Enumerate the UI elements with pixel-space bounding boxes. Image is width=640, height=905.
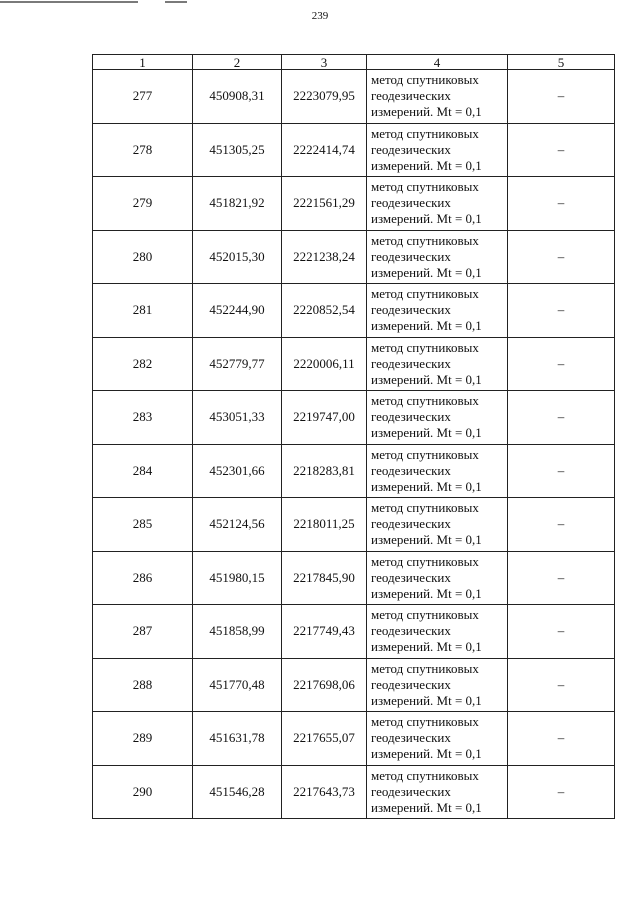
y-coordinate-cell: 2218011,25 bbox=[282, 498, 367, 552]
method-line: геодезических bbox=[371, 248, 451, 264]
x-coordinate-cell: 452015,30 bbox=[193, 230, 282, 284]
point-number-cell: 290 bbox=[93, 765, 193, 819]
method-line: измерений. Mt = 0,1 bbox=[371, 157, 482, 173]
method-cell bbox=[367, 605, 508, 659]
column-5-cell: – bbox=[508, 337, 615, 391]
method-cell bbox=[367, 391, 508, 445]
method-line: геодезических bbox=[371, 676, 451, 692]
method-line: метод спутниковых bbox=[371, 286, 479, 302]
column-5-cell: – bbox=[508, 177, 615, 231]
method-cell bbox=[367, 284, 508, 338]
table-row bbox=[93, 230, 615, 284]
method-line: измерений. Mt = 0,1 bbox=[371, 639, 482, 655]
table-row bbox=[93, 123, 615, 177]
method-line: метод спутниковых bbox=[371, 714, 479, 730]
table-row bbox=[93, 284, 615, 338]
method-line: геодезических bbox=[371, 516, 451, 532]
header-rule-right bbox=[165, 1, 187, 3]
header-rule-left bbox=[0, 1, 138, 3]
method-line: измерений. Mt = 0,1 bbox=[371, 799, 482, 815]
method-line: метод спутниковых bbox=[371, 179, 479, 195]
method-line: метод спутниковых bbox=[371, 553, 479, 569]
method-line: измерений. Mt = 0,1 bbox=[371, 425, 482, 441]
method-line: измерений. Mt = 0,1 bbox=[371, 318, 482, 334]
column-5-cell: – bbox=[508, 765, 615, 819]
table-row bbox=[93, 337, 615, 391]
method-line: измерений. Mt = 0,1 bbox=[371, 371, 482, 387]
method-line: измерений. Mt = 0,1 bbox=[371, 532, 482, 548]
method-line: геодезических bbox=[371, 302, 451, 318]
method-cell bbox=[367, 177, 508, 231]
column-5-cell: – bbox=[508, 498, 615, 552]
point-number-cell: 280 bbox=[93, 230, 193, 284]
point-number-cell: 289 bbox=[93, 712, 193, 766]
page-number: 239 bbox=[311, 10, 329, 22]
method-cell bbox=[367, 712, 508, 766]
method-cell bbox=[367, 70, 508, 124]
method-cell bbox=[367, 230, 508, 284]
y-coordinate-cell: 2217845,90 bbox=[282, 551, 367, 605]
point-number-cell: 288 bbox=[93, 658, 193, 712]
x-coordinate-cell: 451546,28 bbox=[193, 765, 282, 819]
x-coordinate-cell: 450908,31 bbox=[193, 70, 282, 124]
point-number-cell: 286 bbox=[93, 551, 193, 605]
method-line: измерений. Mt = 0,1 bbox=[371, 264, 482, 280]
method-line: измерений. Mt = 0,1 bbox=[371, 104, 482, 120]
method-cell bbox=[367, 123, 508, 177]
method-line: метод спутниковых bbox=[371, 339, 479, 355]
method-line: геодезических bbox=[371, 355, 451, 371]
method-line: геодезических bbox=[371, 730, 451, 746]
method-line: геодезических bbox=[371, 783, 451, 799]
table-row bbox=[93, 391, 615, 445]
column-5-cell: – bbox=[508, 551, 615, 605]
point-number-cell: 281 bbox=[93, 284, 193, 338]
method-cell bbox=[367, 658, 508, 712]
x-coordinate-cell: 452779,77 bbox=[193, 337, 282, 391]
x-coordinate-cell: 451821,92 bbox=[193, 177, 282, 231]
method-line: измерений. Mt = 0,1 bbox=[371, 211, 482, 227]
method-cell bbox=[367, 498, 508, 552]
column-5-cell: – bbox=[508, 658, 615, 712]
table-row bbox=[93, 177, 615, 231]
y-coordinate-cell: 2218283,81 bbox=[282, 444, 367, 498]
x-coordinate-cell: 451980,15 bbox=[193, 551, 282, 605]
x-coordinate-cell: 451305,25 bbox=[193, 123, 282, 177]
method-line: метод спутниковых bbox=[371, 446, 479, 462]
y-coordinate-cell: 2219747,00 bbox=[282, 391, 367, 445]
x-coordinate-cell: 451770,48 bbox=[193, 658, 282, 712]
table-row bbox=[93, 498, 615, 552]
table-body bbox=[93, 70, 615, 819]
table-row bbox=[93, 658, 615, 712]
method-line: измерений. Mt = 0,1 bbox=[371, 746, 482, 762]
y-coordinate-cell: 2217749,43 bbox=[282, 605, 367, 659]
coordinates-table bbox=[92, 54, 615, 819]
x-coordinate-cell: 451858,99 bbox=[193, 605, 282, 659]
method-line: геодезических bbox=[371, 88, 451, 104]
method-line: геодезических bbox=[371, 195, 451, 211]
point-number-cell: 283 bbox=[93, 391, 193, 445]
y-coordinate-cell: 2223079,95 bbox=[282, 70, 367, 124]
method-line: метод спутниковых bbox=[371, 607, 479, 623]
y-coordinate-cell: 2222414,74 bbox=[282, 123, 367, 177]
point-number-cell: 277 bbox=[93, 70, 193, 124]
x-coordinate-cell: 452301,66 bbox=[193, 444, 282, 498]
y-coordinate-cell: 2217643,73 bbox=[282, 765, 367, 819]
table-row bbox=[93, 712, 615, 766]
header-col-4: 4 bbox=[367, 55, 508, 70]
method-line: геодезических bbox=[371, 569, 451, 585]
header-col-5: 5 bbox=[508, 55, 615, 70]
method-line: геодезических bbox=[371, 462, 451, 478]
table-row bbox=[93, 551, 615, 605]
column-5-cell: – bbox=[508, 123, 615, 177]
column-5-cell: – bbox=[508, 712, 615, 766]
column-5-cell: – bbox=[508, 444, 615, 498]
point-number-cell: 279 bbox=[93, 177, 193, 231]
header-col-2: 2 bbox=[193, 55, 282, 70]
x-coordinate-cell: 451631,78 bbox=[193, 712, 282, 766]
method-cell bbox=[367, 444, 508, 498]
table-row bbox=[93, 70, 615, 124]
method-line: измерений. Mt = 0,1 bbox=[371, 585, 482, 601]
column-5-cell: – bbox=[508, 284, 615, 338]
x-coordinate-cell: 452124,56 bbox=[193, 498, 282, 552]
x-coordinate-cell: 453051,33 bbox=[193, 391, 282, 445]
method-cell bbox=[367, 551, 508, 605]
table-row bbox=[93, 765, 615, 819]
table-row bbox=[93, 444, 615, 498]
method-line: геодезических bbox=[371, 141, 451, 157]
method-cell bbox=[367, 337, 508, 391]
method-line: метод спутниковых bbox=[371, 767, 479, 783]
method-line: метод спутниковых bbox=[371, 500, 479, 516]
column-5-cell: – bbox=[508, 605, 615, 659]
method-line: измерений. Mt = 0,1 bbox=[371, 692, 482, 708]
y-coordinate-cell: 2220006,11 bbox=[282, 337, 367, 391]
method-line: геодезических bbox=[371, 623, 451, 639]
column-5-cell: – bbox=[508, 230, 615, 284]
table-row bbox=[93, 605, 615, 659]
method-line: измерений. Mt = 0,1 bbox=[371, 478, 482, 494]
point-number-cell: 284 bbox=[93, 444, 193, 498]
point-number-cell: 282 bbox=[93, 337, 193, 391]
method-line: метод спутниковых bbox=[371, 72, 479, 88]
y-coordinate-cell: 2217655,07 bbox=[282, 712, 367, 766]
column-5-cell: – bbox=[508, 391, 615, 445]
y-coordinate-cell: 2221561,29 bbox=[282, 177, 367, 231]
y-coordinate-cell: 2220852,54 bbox=[282, 284, 367, 338]
header-col-3: 3 bbox=[282, 55, 367, 70]
table-header-row bbox=[93, 55, 615, 70]
method-line: метод спутниковых bbox=[371, 393, 479, 409]
point-number-cell: 285 bbox=[93, 498, 193, 552]
method-line: геодезических bbox=[371, 409, 451, 425]
method-cell bbox=[367, 765, 508, 819]
y-coordinate-cell: 2217698,06 bbox=[282, 658, 367, 712]
column-5-cell: – bbox=[508, 70, 615, 124]
method-line: метод спутниковых bbox=[371, 232, 479, 248]
method-line: метод спутниковых bbox=[371, 125, 479, 141]
header-col-1: 1 bbox=[93, 55, 193, 70]
method-line: метод спутниковых bbox=[371, 660, 479, 676]
point-number-cell: 287 bbox=[93, 605, 193, 659]
y-coordinate-cell: 2221238,24 bbox=[282, 230, 367, 284]
point-number-cell: 278 bbox=[93, 123, 193, 177]
x-coordinate-cell: 452244,90 bbox=[193, 284, 282, 338]
